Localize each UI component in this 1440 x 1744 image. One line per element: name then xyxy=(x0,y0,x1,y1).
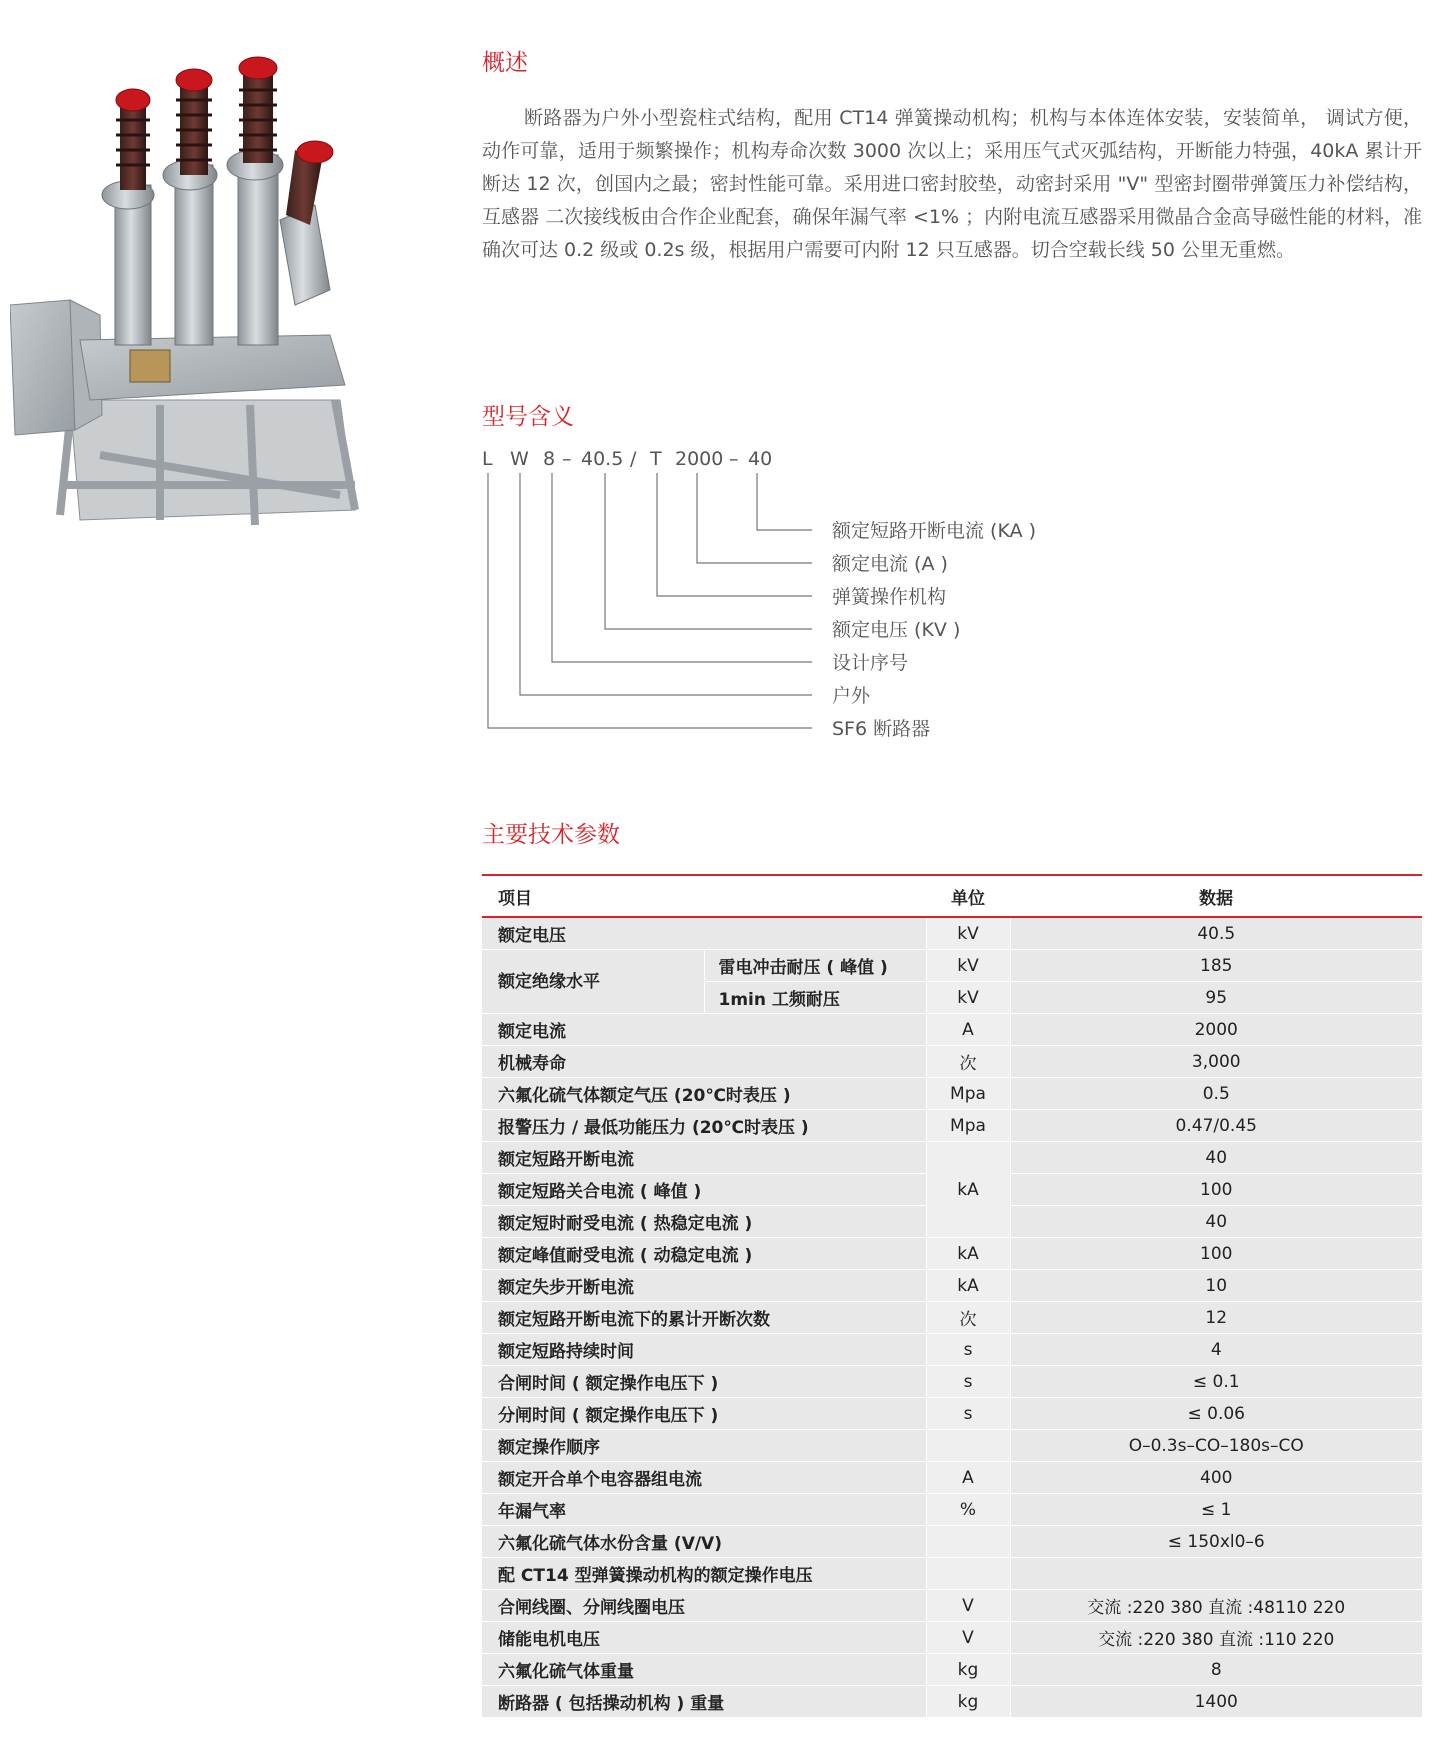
row-item: 六氟化硫气体重量 xyxy=(482,1654,926,1686)
meaning-label: 额定电流 (A ) xyxy=(832,553,948,575)
row-unit: kg xyxy=(926,1654,1010,1686)
table-header-row xyxy=(482,875,1422,917)
row-value: 40 xyxy=(1010,1206,1422,1238)
row-subitem: 雷电冲击耐压 ( 峰值 ) xyxy=(704,950,926,982)
row-unit: 次 xyxy=(926,1046,1010,1078)
table-row xyxy=(482,1302,1422,1334)
row-value: 4 xyxy=(1010,1334,1422,1366)
header-unit: 单位 xyxy=(926,875,1010,917)
row-value: 0.47/0.45 xyxy=(1010,1110,1422,1142)
code-part: / xyxy=(630,448,637,470)
row-value: 交流 :220 380 直流 :110 220 xyxy=(1010,1622,1422,1654)
row-unit: kg xyxy=(926,1686,1010,1718)
row-item: 机械寿命 xyxy=(482,1046,926,1078)
code-part: W xyxy=(510,448,529,470)
model-code-diagram xyxy=(482,440,1082,740)
table-row xyxy=(482,1526,1422,1558)
code-part: – xyxy=(729,448,739,470)
table-row xyxy=(482,1590,1422,1622)
row-item: 合闸时间 ( 额定操作电压下 ) xyxy=(482,1366,926,1398)
row-item: 年漏气率 xyxy=(482,1494,926,1526)
row-unit: Mpa xyxy=(926,1110,1010,1142)
row-item: 额定绝缘水平 xyxy=(482,950,704,1014)
row-item: 额定短路持续时间 xyxy=(482,1334,926,1366)
specs-table xyxy=(482,874,1422,1718)
row-value: 1400 xyxy=(1010,1686,1422,1718)
row-item: 断路器 ( 包括操动机构 ) 重量 xyxy=(482,1686,926,1718)
row-value: 2000 xyxy=(1010,1014,1422,1046)
row-item: 额定峰值耐受电流 ( 动稳定电流 ) xyxy=(482,1238,926,1270)
row-value: ≤ 0.06 xyxy=(1010,1398,1422,1430)
row-item: 额定电压 xyxy=(482,917,926,950)
table-row xyxy=(482,1142,1422,1174)
table-row xyxy=(482,1238,1422,1270)
row-value: 3,000 xyxy=(1010,1046,1422,1078)
meaning-label: 弹簧操作机构 xyxy=(832,586,947,608)
row-value: 12 xyxy=(1010,1302,1422,1334)
table-row xyxy=(482,1334,1422,1366)
meaning-label: 户外 xyxy=(832,685,871,707)
row-item: 额定开合单个电容器组电流 xyxy=(482,1462,926,1494)
row-value: 100 xyxy=(1010,1238,1422,1270)
overview-text: 断路器为户外小型瓷柱式结构，配用 CT14 弹簧操动机构；机构与本体连体安装，安装简单， 调试方便，动作可靠，适用于频繁操作；机构寿命次数 3000 次以上；采用压气式灭弧结构，开断能力特强，40kA 累计开断达 12 次，创国内之最；密封性能可靠。采用进口密封胶垫，动密封采用 "V" 型密封圈带弹簧压力补偿结构，互感器 二次接线板由合作企业配套，确保年漏气率 <1% ；内附电流互感器采用微晶合金高导磁性能的材料，准确次可达 0.2 级或 0.2s 级，根据用户需要可内附 12 只互感器。切合空载长线 50 公里无重燃。 xyxy=(482,107,1422,261)
header-value: 数据 xyxy=(1010,875,1422,917)
row-value: 40 xyxy=(1010,1142,1422,1174)
table-row xyxy=(482,1494,1422,1526)
table-row xyxy=(482,1078,1422,1110)
row-unit: s xyxy=(926,1366,1010,1398)
row-unit: V xyxy=(926,1622,1010,1654)
row-item: 额定操作顺序 xyxy=(482,1430,926,1462)
row-unit: kV xyxy=(926,982,1010,1014)
specs-title: 主要技术参数 xyxy=(482,822,620,848)
connector-lines xyxy=(488,473,812,728)
row-unit xyxy=(926,1526,1010,1558)
row-unit: A xyxy=(926,1462,1010,1494)
model-title: 型号含义 xyxy=(482,404,574,430)
row-value: 8 xyxy=(1010,1654,1422,1686)
table-row xyxy=(482,1430,1422,1462)
row-value: ≤ 150xl0–6 xyxy=(1010,1526,1422,1558)
row-item: 六氟化硫气体水份含量 (V/V) xyxy=(482,1526,926,1558)
row-value: 400 xyxy=(1010,1462,1422,1494)
row-unit: % xyxy=(926,1494,1010,1526)
row-unit: kV xyxy=(926,917,1010,950)
row-value: 40.5 xyxy=(1010,917,1422,950)
row-item: 分闸时间 ( 额定操作电压下 ) xyxy=(482,1398,926,1430)
code-part: L xyxy=(482,448,493,470)
table-row xyxy=(482,1622,1422,1654)
row-item: 配 CT14 型弹簧操动机构的额定操作电压 xyxy=(482,1558,926,1590)
row-unit: kA xyxy=(926,1142,1010,1238)
model-code xyxy=(482,448,772,470)
row-subitem: 1min 工频耐压 xyxy=(704,982,926,1014)
table-row xyxy=(482,1270,1422,1302)
code-part: 40 xyxy=(748,448,773,470)
table-row xyxy=(482,1462,1422,1494)
row-value: 10 xyxy=(1010,1270,1422,1302)
row-value: 185 xyxy=(1010,950,1422,982)
table-row xyxy=(482,1014,1422,1046)
row-value xyxy=(1010,1558,1422,1590)
row-value: O–0.3s–CO–180s–CO xyxy=(1010,1430,1422,1462)
row-item: 额定电流 xyxy=(482,1014,926,1046)
header-item: 项目 xyxy=(482,875,926,917)
table-row xyxy=(482,1110,1422,1142)
table-row xyxy=(482,1654,1422,1686)
row-item: 额定短路关合电流 ( 峰值 ) xyxy=(482,1174,926,1206)
row-unit: Mpa xyxy=(926,1078,1010,1110)
table-row xyxy=(482,950,1422,982)
table-row xyxy=(482,917,1422,950)
row-unit xyxy=(926,1558,1010,1590)
table-row xyxy=(482,1366,1422,1398)
row-item: 储能电机电压 xyxy=(482,1622,926,1654)
row-item: 额定短路开断电流下的累计开断次数 xyxy=(482,1302,926,1334)
table-row xyxy=(482,1398,1422,1430)
meaning-label: 额定电压 (KV ) xyxy=(832,619,961,641)
code-part: 2000 xyxy=(675,448,724,470)
row-item: 报警压力 / 最低功能压力 (20℃时表压 ) xyxy=(482,1110,926,1142)
code-part: T xyxy=(650,448,662,470)
row-unit: kV xyxy=(926,950,1010,982)
row-unit: s xyxy=(926,1398,1010,1430)
row-item: 额定短时耐受电流 ( 热稳定电流 ) xyxy=(482,1206,926,1238)
row-value: 100 xyxy=(1010,1174,1422,1206)
meaning-label: 额定短路开断电流 (KA ) xyxy=(832,520,1037,542)
row-item: 六氟化硫气体额定气压 (20℃时表压 ) xyxy=(482,1078,926,1110)
row-unit: kA xyxy=(926,1238,1010,1270)
meaning-label: SF6 断路器 xyxy=(832,718,931,740)
overview-title: 概述 xyxy=(482,50,528,76)
model-meanings xyxy=(832,520,1036,740)
row-unit: A xyxy=(926,1014,1010,1046)
meaning-label: 设计序号 xyxy=(832,652,909,674)
row-unit: V xyxy=(926,1590,1010,1622)
code-part: – xyxy=(562,448,572,470)
row-value: ≤ 1 xyxy=(1010,1494,1422,1526)
row-item: 合闸线圈、分闸线圈电压 xyxy=(482,1590,926,1622)
row-value: ≤ 0.1 xyxy=(1010,1366,1422,1398)
row-unit: 次 xyxy=(926,1302,1010,1334)
table-row xyxy=(482,1046,1422,1078)
row-item: 额定失步开断电流 xyxy=(482,1270,926,1302)
row-unit: kA xyxy=(926,1270,1010,1302)
circuit-breaker-image xyxy=(10,55,390,535)
row-unit xyxy=(926,1430,1010,1462)
table-row xyxy=(482,1558,1422,1590)
code-part: 40.5 xyxy=(581,448,624,470)
code-part: 8 xyxy=(543,448,556,470)
row-value: 0.5 xyxy=(1010,1078,1422,1110)
row-unit: s xyxy=(926,1334,1010,1366)
row-value: 95 xyxy=(1010,982,1422,1014)
row-item: 额定短路开断电流 xyxy=(482,1142,926,1174)
row-value: 交流 :220 380 直流 :48110 220 xyxy=(1010,1590,1422,1622)
table-row xyxy=(482,1686,1422,1718)
